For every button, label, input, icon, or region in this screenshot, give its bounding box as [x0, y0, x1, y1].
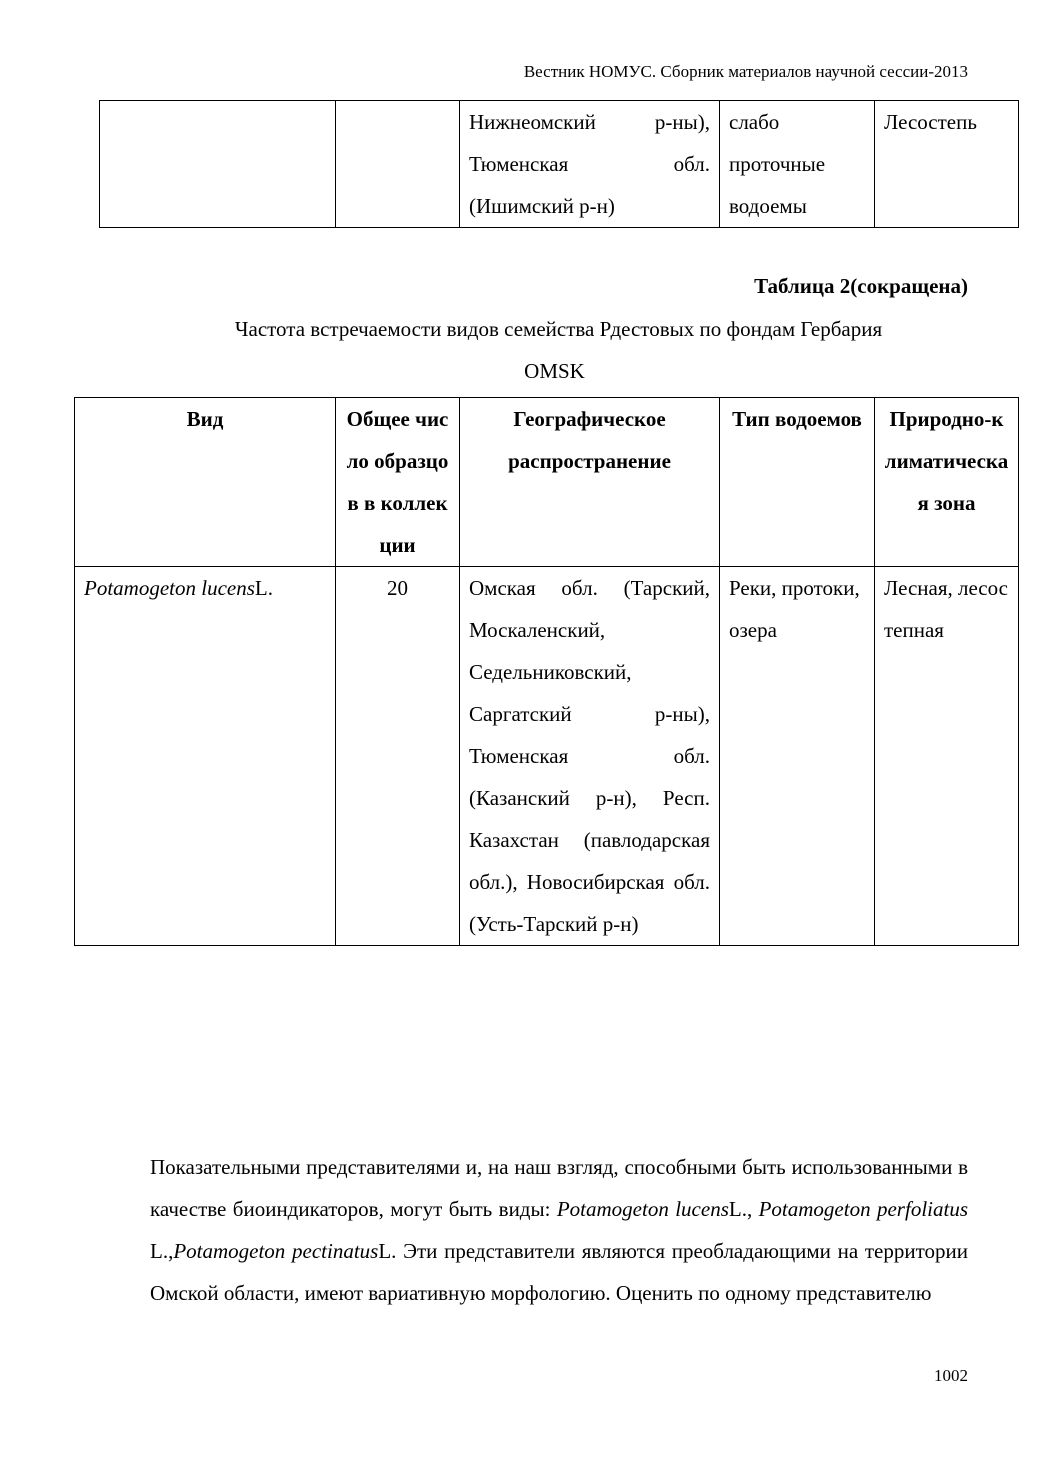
table-cell-empty	[100, 101, 336, 228]
data-table	[74, 397, 1019, 946]
table-caption: Частота встречаемости видов семейства Рдестовых по фондам Гербария	[234, 317, 883, 341]
species-1-author: L.,	[728, 1197, 759, 1221]
table-label: Таблица 2(сокращена)	[754, 274, 968, 298]
table-row	[75, 567, 1019, 946]
table-cell-zone: Лесостепь	[875, 101, 1019, 228]
table-cell-geography: Нижнеомский р-ны), Тюменская обл. (Ишимский р-н)	[460, 101, 720, 228]
table-row	[100, 101, 1019, 228]
species-1: Potamogeton lucens	[556, 1197, 729, 1221]
header-water-type: Тип водоемов	[720, 398, 875, 567]
paragraph-text-end: Эти представители являются преобладающими на территории Омской области, имеют вариативную морфологию. Оценить по одному представителю	[150, 1239, 968, 1305]
running-header: Вестник НОМУС. Сборник материалов научной сессии-2013	[523, 62, 968, 81]
cell-species	[75, 567, 336, 946]
species-2-author: L.,	[150, 1239, 174, 1263]
header-count: Общее число образцов в коллекции	[336, 398, 460, 567]
header-geography: Географическое распространение	[460, 398, 720, 567]
header-zone: Природно-климатическая зона	[875, 398, 1019, 567]
species-3: Potamogeton pectinatus	[173, 1239, 379, 1263]
page-number: 1002	[934, 1366, 968, 1385]
cell-zone: Лесная, лесостепная	[875, 567, 1019, 946]
body-paragraph	[150, 1146, 968, 1314]
header-species: Вид	[75, 398, 336, 567]
cell-geography: Омская обл. (Тарский, Москаленский, Седельниковский, Саргатский р-ны), Тюменская обл. (Казанский р-н), Респ. Казахстан (павлодарская обл.), Новосибирская обл. (Усть-Тарский р-н)	[460, 567, 720, 946]
species-author: L.	[254, 576, 273, 600]
species-2: Potamogeton perfoliatus	[758, 1197, 968, 1221]
table-header-row	[75, 398, 1019, 567]
table-cell-empty	[336, 101, 460, 228]
cell-water-type: Реки, протоки, озера	[720, 567, 875, 946]
table-cell-water-type: слабо проточные водоемы	[720, 101, 875, 228]
paragraph-text-start: Показательными представителями и, на наш взгляд, способными быть использованными в качестве биоиндикаторов, могут быть виды:	[150, 1155, 968, 1221]
table-caption-line2: OMSK	[524, 359, 585, 383]
species-3-author: L.	[378, 1239, 404, 1263]
cell-count: 20	[336, 567, 460, 946]
species-name: Potamogeton lucens	[84, 576, 255, 600]
table-continued	[99, 100, 1019, 228]
